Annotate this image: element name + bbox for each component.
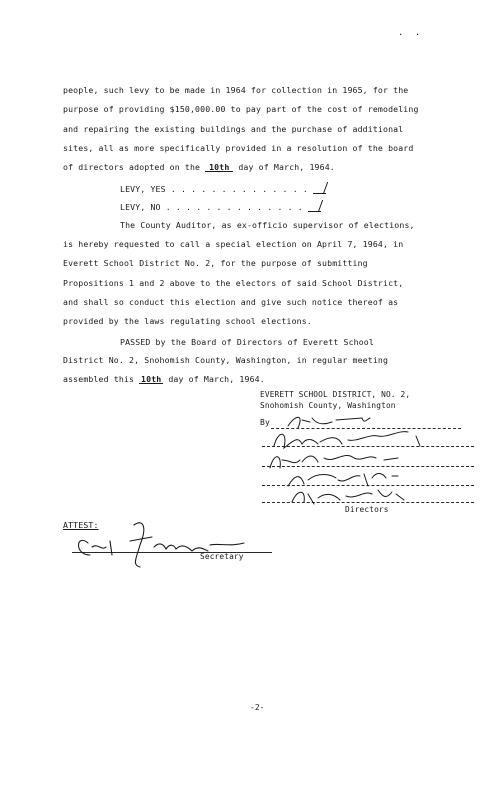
text-line — [63, 374, 265, 384]
passed-day-blank: 10th — [141, 374, 162, 384]
text-line: and repairing the existing buildings and the purchase of additional — [63, 124, 404, 134]
text-line — [63, 162, 335, 172]
dot-leader: . . . . . . . . . . . . . . — [165, 202, 303, 212]
page-number: -2- — [250, 703, 265, 712]
text-line: PASSED by the Board of Directors of Everett School — [120, 337, 374, 347]
adopted-intro: of directors adopted on the — [63, 162, 201, 172]
levy-no-label: LEVY, NO — [120, 202, 161, 212]
passed-date: day of March, 1964. — [168, 374, 265, 384]
secretary-signature — [70, 515, 270, 575]
text-line: purpose of providing $150,000.00 to pay part of the cost of remodeling — [63, 104, 419, 114]
text-line: Propositions 1 and 2 above to the electors of said School District, — [63, 278, 404, 288]
ballot-option-no — [120, 201, 321, 212]
passed-intro: assembled this — [63, 374, 135, 384]
directors-label: Directors — [345, 505, 389, 514]
secretary-label: Secretary — [200, 552, 244, 561]
text-line: and shall so conduct this election and give such notice thereof as — [63, 297, 399, 307]
text-line: provided by the laws regulating school elections. — [63, 316, 312, 326]
text-line: is hereby requested to call a special election on April 7, 1964, in — [63, 239, 404, 249]
vote-box-no — [308, 201, 321, 212]
district-name: EVERETT SCHOOL DISTRICT, NO. 2, — [260, 390, 411, 399]
text-line: people, such levy to be made in 1964 for collection in 1965, for the — [63, 85, 409, 95]
adopted-date: day of March, 1964. — [238, 162, 335, 172]
director-signatures — [268, 410, 478, 510]
district-location: Snohomish County, Washington — [260, 401, 396, 410]
attest-label: ATTEST: — [63, 520, 99, 530]
levy-yes-label: LEVY, YES — [120, 184, 166, 194]
adopted-day-blank: 10th — [205, 162, 233, 172]
ballot-option-yes — [120, 183, 326, 194]
text-line: The County Auditor, as ex-officio supervisor of elections, — [120, 220, 415, 230]
dot-leader: . . . . . . . . . . . . . . — [170, 184, 308, 194]
text-line: District No. 2, Snohomish County, Washington, in regular meeting — [63, 355, 389, 365]
by-label: By — [260, 418, 270, 427]
vote-box-yes — [313, 183, 326, 194]
text-line: sites, all as more specifically provided in a resolution of the board — [63, 143, 414, 153]
corner-mark: . . — [398, 28, 424, 38]
text-line: Everett School District No. 2, for the purpose of submitting — [63, 258, 368, 268]
